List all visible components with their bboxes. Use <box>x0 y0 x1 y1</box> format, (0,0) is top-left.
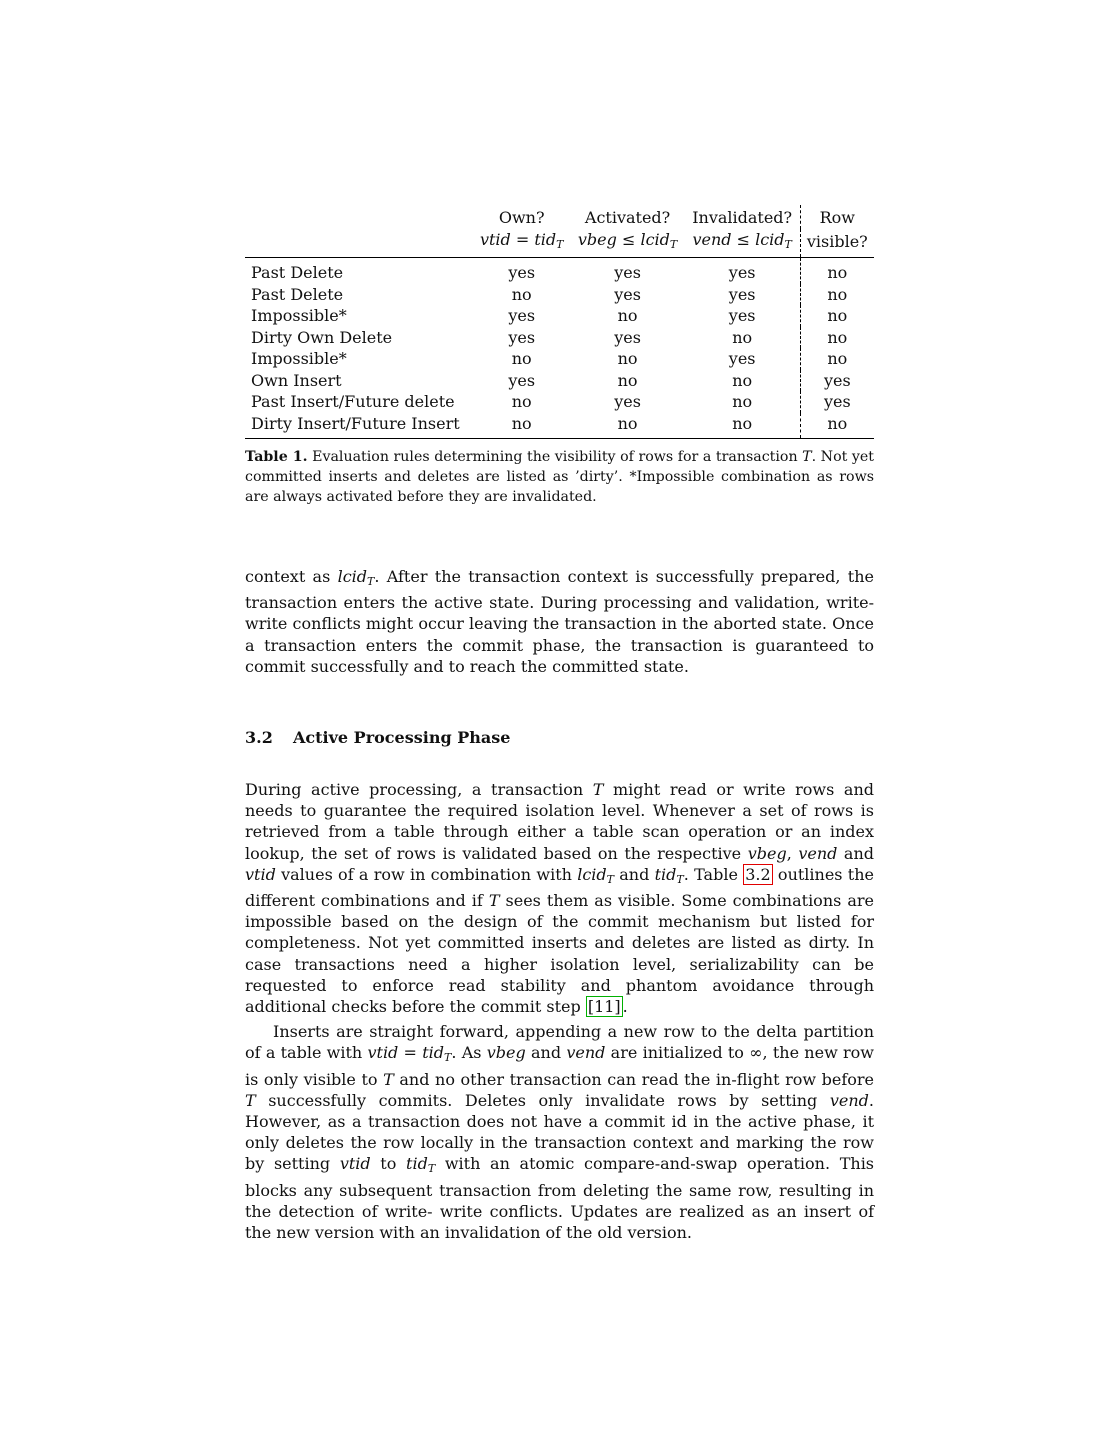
row-label: Impossible* <box>251 349 347 368</box>
cell-invalidated: no <box>685 391 800 413</box>
table-row <box>245 370 874 392</box>
paragraph-active-processing: During active processing, a transaction T might read or write rows and needs to guarantee the required isolation level. Whenever a set of rows is retrieved from a table through either a table scan operation or an index lookup, the set of rows is validated based on the respective vbeg, vend and vtid values of a row in combination with lcid$_T$ and tid$_T$. Table 3.2 outlines the different combinations and if T sees them as visible. Some combinations are impossible based on the design of the commit mechanism but listed for completeness. Not yet committed inserts and deletes are listed as dirty. In case transactions need a higher isolation level, serializability can be requested to enforce read stability and phantom avoidance through additional checks before the commit step [11] . <box>245 780 875 1017</box>
cell-visible: no <box>827 263 848 282</box>
cell-own: yes <box>508 370 536 390</box>
cell-activated: yes <box>614 392 641 411</box>
cell-activated: yes <box>614 284 641 304</box>
cell-own: no <box>473 413 570 439</box>
row-label: Impossible* <box>251 306 347 325</box>
header-invalidated-formula: vend ≤ lcid$_T$ <box>685 229 800 258</box>
table-header <box>245 205 874 258</box>
table-row <box>245 348 874 370</box>
cell-visible: yes <box>823 370 851 390</box>
paragraph-inserts: Inserts are straight forward, appending a new row to the delta partition of a table with vtid = tid$_T$. As vbeg and vend are initialized to ∞, the new row is only visible to T and no other transaction can read the in-flight row before T successfully commits. Deletes only invalidate rows by setting vend. However, as a transaction does not have a commit id in the active phase, it only deletes the row locally in the transaction context and marking the row by setting vtid to tid$_T$ with an atomic compare-and-swap operation. This blocks any subsequent transaction from deleting the same row, resulting in the detection of write- write conflicts. Updates are realized as an insert of the new version with an invalidation of the old version. <box>245 1022 875 1243</box>
cell-visible: no <box>827 284 848 304</box>
row-label: Own Insert <box>251 370 342 390</box>
row-label: Past Insert/Future delete <box>251 392 455 411</box>
table-row <box>245 413 874 439</box>
cell-invalidated: yes <box>685 258 800 284</box>
section-heading <box>245 728 874 747</box>
row-label: Past Delete <box>251 284 344 304</box>
table-caption: Table 1. Evaluation rules determining the visibility of rows for a transaction T. Not yet committed inserts and deletes are listed as ’dirty’. *Impossible combination as rows are always activated before they are invalidated. <box>245 449 874 505</box>
cell-activated: no <box>617 370 638 390</box>
table-row <box>245 284 874 306</box>
cell-invalidated: no <box>685 370 800 392</box>
row-label: Dirty Own Delete <box>251 327 393 347</box>
header-invalidated: Invalidated? <box>685 205 800 229</box>
cell-visible: yes <box>823 392 851 411</box>
table-row <box>245 327 874 349</box>
cell-own: no <box>511 392 532 411</box>
row-label: Dirty Insert/Future Insert <box>245 413 473 439</box>
table-body <box>245 258 874 439</box>
cell-own: yes <box>508 263 536 282</box>
paragraph-context: context as lcid$_T$. After the transaction context is successfully prepared, the transaction enters the active state. During processing and validation, write-write conflicts might occur leaving the transaction in the aborted state. Once a transaction enters the commit phase, the transaction is guaranteed to commit successfully and to reach the committed state. <box>245 567 875 676</box>
cell-invalidated: no <box>685 413 800 439</box>
citation-link[interactable]: [11] <box>587 997 621 1017</box>
header-activated-formula: vbeg ≤ lcid$_T$ <box>570 229 684 258</box>
cell-activated: yes <box>614 327 641 347</box>
cell-activated: no <box>570 413 684 439</box>
cell-own: yes <box>508 327 536 347</box>
caption-label: Table 1. <box>245 449 308 465</box>
cell-visible: no <box>827 349 848 368</box>
header-visible: visible? <box>800 229 874 258</box>
header-empty <box>245 205 473 229</box>
cell-invalidated: yes <box>685 284 800 306</box>
table-row <box>245 258 874 284</box>
cell-activated: yes <box>614 263 641 282</box>
header-own-formula: vtid = tid$_T$ <box>473 229 570 258</box>
cell-invalidated: yes <box>685 348 800 370</box>
cell-own: yes <box>508 306 536 325</box>
page-content <box>245 205 874 1243</box>
cell-activated: no <box>617 349 638 368</box>
header-empty-2 <box>245 229 473 258</box>
cell-invalidated: no <box>685 327 800 349</box>
cell-own: no <box>511 284 532 304</box>
row-label: Past Delete <box>251 263 344 282</box>
header-row: Row <box>819 208 855 227</box>
cell-visible: no <box>800 413 874 439</box>
cell-visible: no <box>827 306 848 325</box>
section-title: Active Processing Phase <box>293 728 511 748</box>
section-number: 3.2 <box>245 728 273 748</box>
table-row <box>245 305 874 327</box>
header-own: Own? <box>498 208 545 227</box>
cell-invalidated: yes <box>685 305 800 327</box>
header-activated: Activated? <box>584 208 671 227</box>
visibility-rules-table <box>245 205 874 439</box>
cell-visible: no <box>827 327 848 347</box>
cell-activated: no <box>617 306 638 325</box>
table-row <box>245 391 874 413</box>
table-ref-link[interactable]: 3.2 <box>745 864 771 884</box>
cell-own: no <box>511 349 532 368</box>
